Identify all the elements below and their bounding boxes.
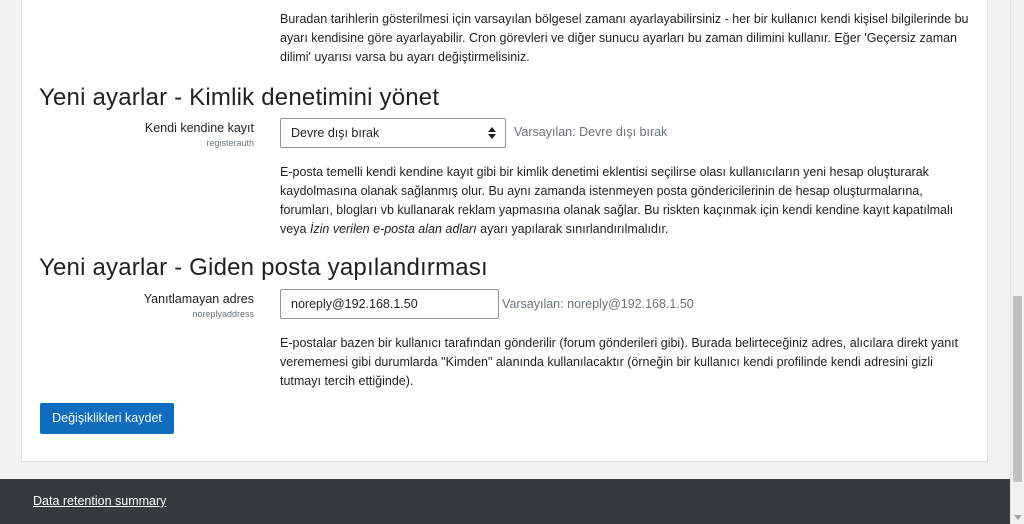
- registerauth-select[interactable]: [280, 118, 506, 148]
- data-retention-summary-link[interactable]: Data retention summary: [33, 494, 167, 508]
- page-footer: [0, 479, 1010, 524]
- save-changes-button[interactable]: Değişiklikleri kaydet: [40, 403, 174, 434]
- select-caret-icon: [488, 127, 496, 139]
- setting-key: registerauth: [206, 138, 254, 148]
- noreplyaddress-default: Varsayılan: noreply@192.168.1.50: [502, 297, 694, 311]
- setting-label-registerauth: [22, 120, 254, 150]
- vertical-scrollbar[interactable]: [1010, 0, 1024, 524]
- setting-name: Yanıtlamayan adres: [143, 292, 254, 306]
- setting-key: noreplyaddress: [192, 309, 254, 319]
- input-value: noreply@192.168.1.50: [291, 297, 418, 311]
- registerauth-description: [280, 163, 970, 239]
- setting-name: Kendi kendine kayıt: [144, 121, 254, 135]
- noreplyaddress-description: E-postalar bazen bir kullanıcı tarafından gönderilir (forum gönderileri gibi). Burada belirteceğiniz adres, alıcılara direkt yanıt verememesi gibi durumlarda "Kimden" alanında kullanılacaktır (örneğin bir kullanıcı kendi profilinde kendi adresini gizli tutmayı tercih ettiğinde).: [280, 336, 959, 388]
- noreplyaddress-input[interactable]: [280, 289, 499, 319]
- description-text: E-posta temelli kendi kendine kayıt gibi bir kimlik denetimi eklentisi seçilirse olası kullanıcıların yeni hesap oluşturarak kaydolmasına olanak sağlanmış olur. Bu aynı zamanda istenmeyen posta göndericilerinin de hesap oluşturmalarına, forumları, blogları vb kullanarak reklam yapmasına olanak sağlar. Bu riskten kaçınmak için kendi kendine kayıt kapatılmalı veya: [280, 165, 954, 236]
- settings-form: [21, 0, 988, 462]
- setting-label-noreplyaddress: [22, 291, 254, 321]
- description-emphasis: İzin verilen e-posta alan adları: [309, 222, 477, 236]
- registerauth-default: Varsayılan: Devre dışı bırak: [514, 125, 668, 139]
- timezone-description: Buradan tarihlerin gösterilmesi için varsayılan bölgesel zamanı ayarlayabilirsiniz - her bir kullanıcı kendi kişisel bilgilerinde bu ayarı kendisine göre ayarlayabilir. Cron görevleri ve diğer sunucu ayarları bu zaman dilimini kullanır. Eğer 'Geçersiz zaman dilimi' uyarısı varsa bu ayarı değiştirmelisiniz.: [280, 12, 969, 64]
- section-heading-auth: Yeni ayarlar - Kimlik denetimini yönet: [39, 84, 440, 111]
- section-heading-mail: Yeni ayarlar - Giden posta yapılandırması: [39, 254, 488, 281]
- scroll-down-arrow-icon[interactable]: [1014, 515, 1022, 520]
- scrollbar-thumb[interactable]: [1013, 296, 1022, 482]
- description-text-end: ayarı yapılarak sınırlandırılmalıdır.: [476, 222, 669, 236]
- select-value: Devre dışı bırak: [291, 126, 380, 140]
